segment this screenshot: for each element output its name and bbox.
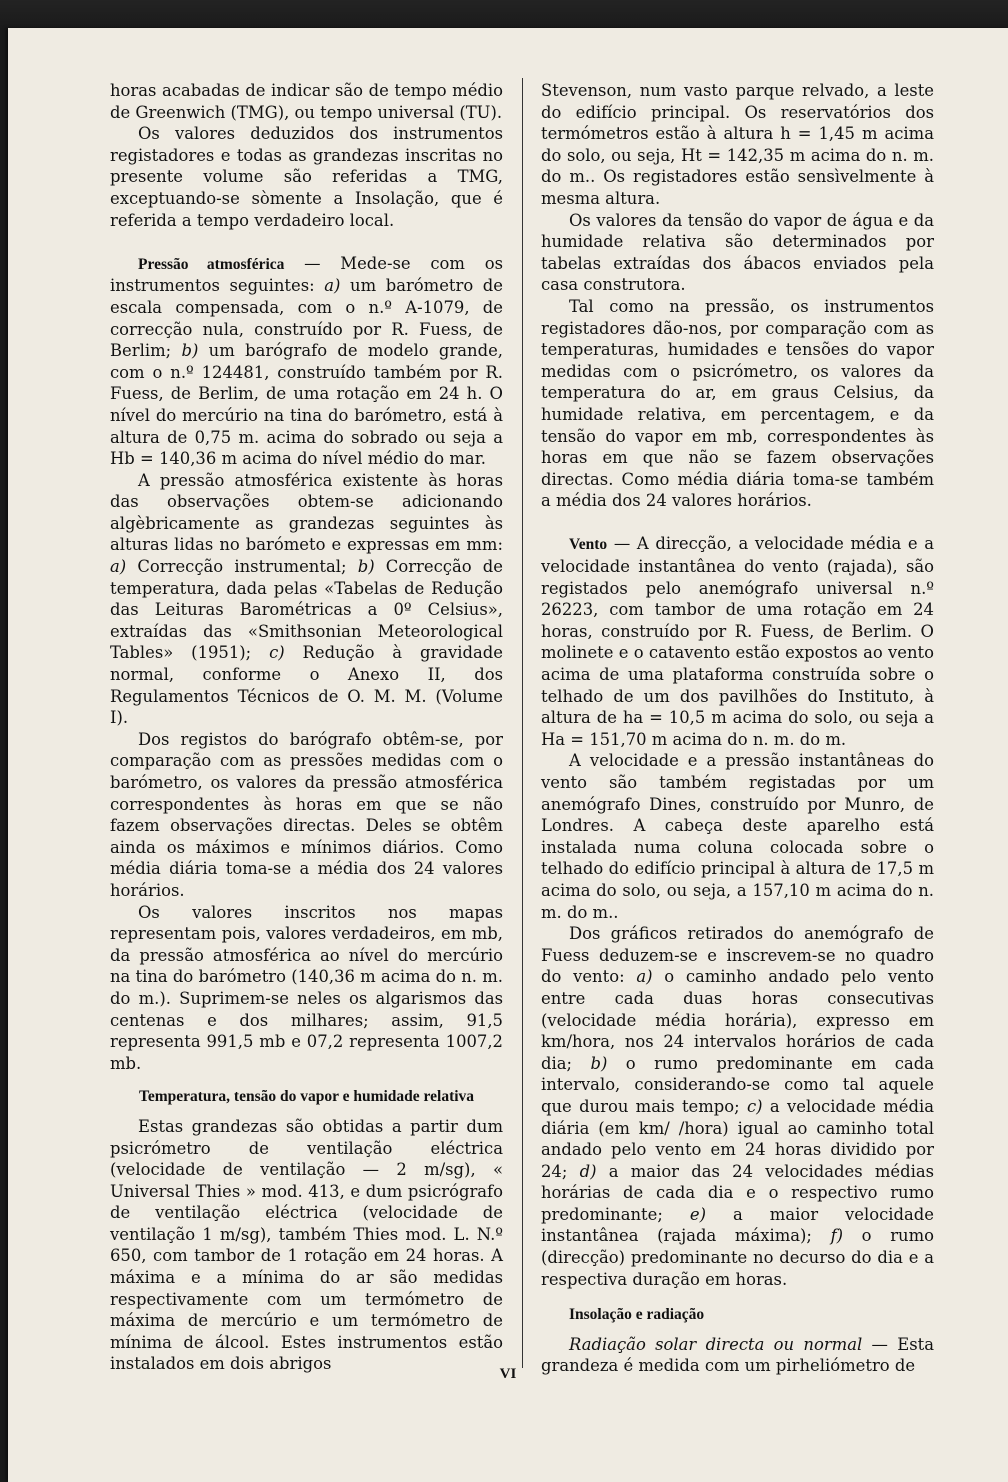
pressure-paragraph: Pressão atmosférica — Mede-se com os instrumentos seguintes: a) um barómetro de escala compensada, com o n.º A-1079, de correcção nula, construído por R. Fuess, de Berlim; b) um barógrafo de modelo grande, com o n.º 124481, construído também por R. Fuess, de Berlim, de uma rotação em 24 h. O nível do mercúrio na tina do barómetro, está à altura de 0,75 m. acima do sobrado ou seja a Hb = 140,36 m acima do nível médio do mar. <box>110 253 503 469</box>
paragraph: Tal como na pressão, os instrumentos registadores dão-nos, por comparação com as temperaturas, humidades e tensões do vapor medidas com o psicrómetro, os valores da temperatura do ar, em graus Celsius, da humidade relativa, em percentagem, e da tensão do vapor em mb, correspondentes às horas em que não se fazem observações directas. Como média diária toma-se também a média dos 24 valores horários. <box>541 296 934 511</box>
paragraph: Dos registos do barógrafo obtêm-se, por comparação com as pressões medidas com o barómetro, os valores da pressão atmosférica correspondentes às horas em que se não fazem observações directas. Deles se obtêm ainda os máximos e mínimos diários. Como média diária toma-se a média dos 24 valores horários. <box>110 729 503 900</box>
wind-paragraph: Vento — A direcção, a velocidade média e a velocidade instantânea do vento (rajada), são registados pelo anemógrafo universal n.º 26223, com tambor de uma rotação em 24 horas, construído por R. Fuess, de Berlim. O molinete e o catavento estão expostos ao vento acima de uma plataforma construída sobre o telhado de um dos pavilhões do Instituto, à altura de ha = 10,5 m acima do solo, ou seja a Ha = 151,70 m acima do n. m. do m. <box>541 534 934 749</box>
paragraph: Estas grandezas são obtidas a partir dum psicrómetro de ventilação eléctrica (velocidade de ventilação — 2 m/sg), « Universal Thies » mod. 413, e dum psicrógrafo de ventilação eléctrica (velocidade de ventilação 1 m/sg), também Thies mod. L. N.º 650, com tambor de 1 rotação em 24 horas. A máxima e a mínima do ar são medidas respectivamente com um termómetro de máxima de mercúrio e um termómetro de mínima de álcool. Estes instrumentos estão instalados em dois abrigos <box>110 1116 503 1374</box>
section-title-wind: Vento <box>569 536 608 554</box>
section-heading-insolation: Insolação e radiação <box>569 1306 705 1324</box>
right-column <box>541 80 934 1377</box>
left-column <box>110 80 503 1375</box>
document-page <box>8 28 1008 1482</box>
paragraph: A velocidade e a pressão instantâneas do vento são também registadas por um anemógrafo Dines, construído por Munro, de Londres. A cabeça deste aparelho está instalada numa coluna colocada sobre o telhado do edifício principal à altura de 17,5 m acima do solo, ou seja, a 157,10 m acima do n. m. do m.. <box>541 751 934 922</box>
section-title-pressure: Pressão atmosférica <box>138 255 285 273</box>
section-heading-temperature: Temperatura, tensão do vapor e humidade relativa <box>138 1088 475 1106</box>
paragraph: A pressão atmosférica existente às horas das observações obtem-se adicionando algèbricamente as grandezas seguintes às alturas lidas no barómeto e expressas em mm: a) Correcção instrumental; b) Correcção de temperatura, dada pelas «Tabelas de Redução das Leituras Barométricas a 0º Celsius», extraídas das «Smithsonian Meteorological Tables» (1951); c) Redução à gravidade normal, conforme o Anexo II, dos Regulamentos Técnicos de O. M. M. (Volume I). <box>110 470 504 728</box>
column-divider <box>522 78 523 1368</box>
paragraph: Os valores deduzidos dos instrumentos registadores e todas as grandezas inscritas no presente volume são referidas a TMG, exceptuando-se sòmente a Insolação, que é referida a tempo verdadeiro local. <box>110 124 503 230</box>
paragraph: Os valores inscritos nos mapas representam pois, valores verdadeiros, em mb, da pressão atmosférica ao nível do mercúrio na tina do barómetro (140,36 m acima do n. m. do m.). Suprimem-se neles os algarismos das centenas e dos milhares; assim, 91,5 representa 991,5 mb e 07,2 representa 1007,2 mb. <box>110 902 503 1073</box>
paragraph: Stevenson, num vasto parque relvado, a leste do edifício principal. Os reservatórios dos termómetros estão à altura h = 1,45 m acima do solo, ou seja, Ht = 142,35 m acima do n. m. do m.. Os registadores estão sensìvelmente à mesma altura. <box>541 81 934 208</box>
paragraph: horas acabadas de indicar são de tempo médio de Greenwich (TMG), ou tempo universal (TU). <box>110 81 503 122</box>
paragraph: Os valores da tensão do vapor de água e da humidade relativa são determinados por tabelas extraídas dos ábacos enviados pela casa construtora. <box>541 210 934 295</box>
page-number: VI <box>499 1366 517 1382</box>
paragraph: Radiação solar directa ou normal — Esta grandeza é medida com um pirheliómetro de <box>541 1334 934 1376</box>
scan-border <box>0 0 1008 30</box>
paragraph: Dos gráficos retirados do anemógrafo de Fuess deduzem-se e inscrevem-se no quadro do vento: a) o caminho andado pelo vento entre cada duas horas consecutivas (velocidade média horária), expresso em km/hora, nos 24 intervalos horários de cada dia; b) o rumo predominante em cada intervalo, considerando-se como tal aquele que durou mais tempo; c) a velocidade média diária (em km/ /hora) igual ao caminho total andado pelo vento em 24 horas dividido por 24; d) a maior das 24 velocidades médias horárias de cada dia e o respectivo rumo predominante; e) a maior velocidade instantânea (rajada máxima); f) o rumo (direcção) predominante no decurso do dia e a respectiva duração em horas. <box>541 924 935 1289</box>
